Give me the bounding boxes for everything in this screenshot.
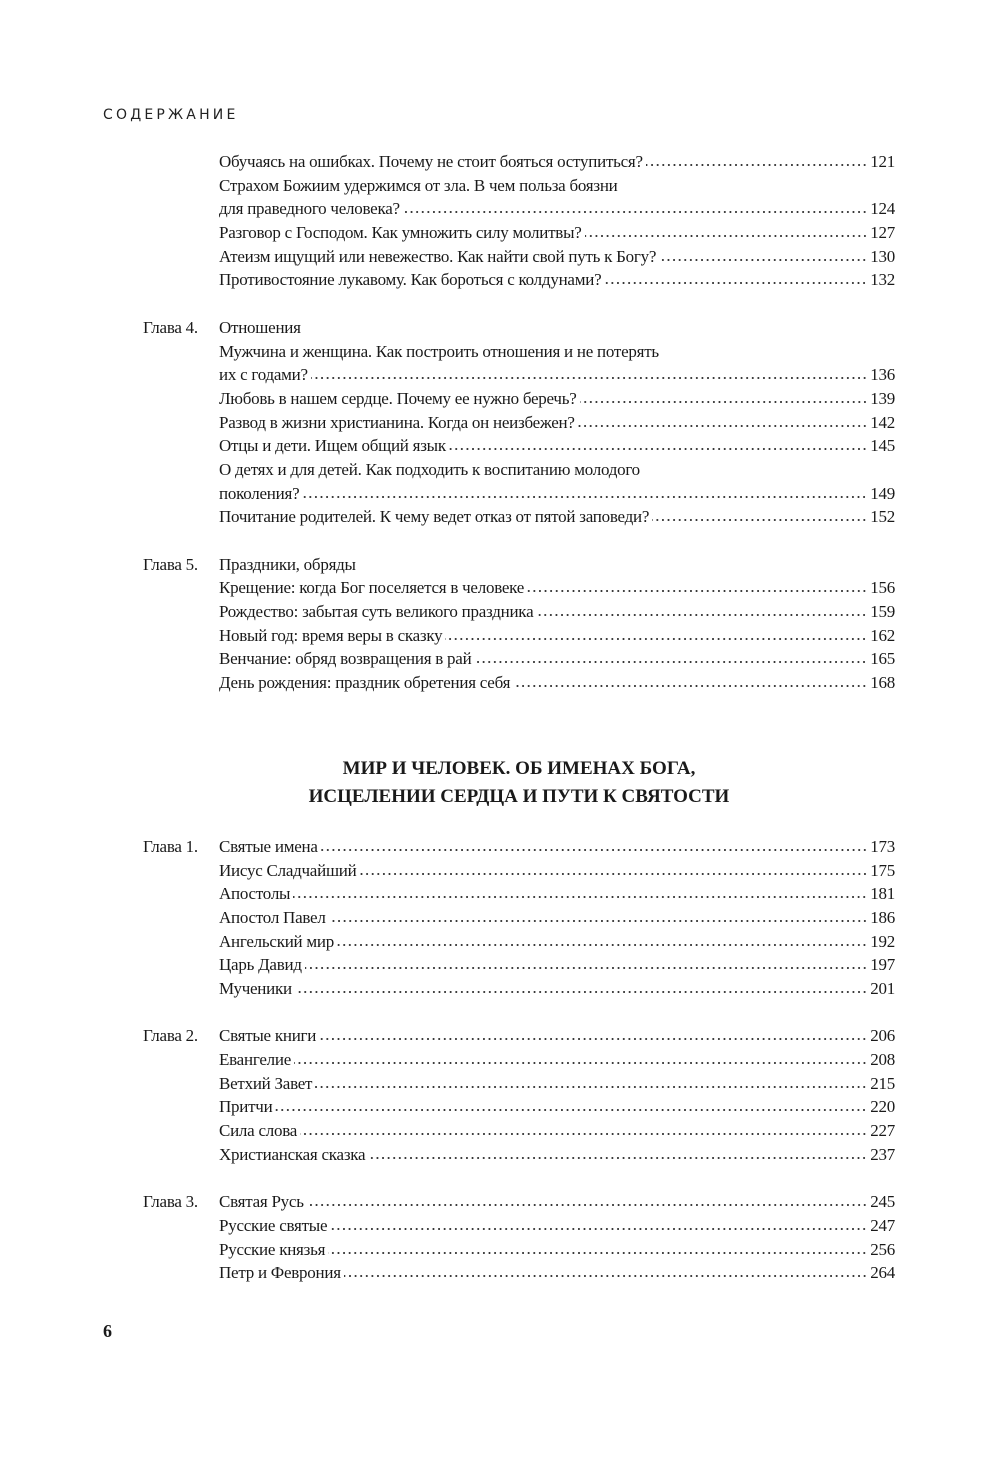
section-gap <box>143 292 895 316</box>
toc-page-number: 130 <box>870 246 895 266</box>
dot-leader <box>646 163 867 167</box>
toc-chapter-line <box>143 316 895 340</box>
toc-entry-title: Царь Давид <box>219 955 302 975</box>
toc-entry-title: Русские святые <box>219 1215 328 1235</box>
toc-entry-title: Отцы и дети. Ищем общий язык <box>219 436 446 456</box>
toc-page-number: 168 <box>870 673 895 693</box>
dot-leader <box>294 1061 867 1065</box>
dot-leader <box>321 848 868 852</box>
toc-page-number: 220 <box>870 1097 895 1117</box>
toc-entry-line <box>143 624 895 648</box>
toc-entry-line <box>143 458 895 482</box>
toc-page-number: 256 <box>870 1239 895 1259</box>
toc-page-number: 136 <box>870 365 895 385</box>
dot-leader <box>319 1037 867 1041</box>
toc-page-number: 192 <box>870 931 895 951</box>
toc-entry-line <box>143 197 895 221</box>
dot-leader <box>449 447 867 451</box>
toc-entry-title: О детях и для детей. Как подходить к воспитанию молодого <box>219 459 640 479</box>
page-number: 6 <box>103 1321 112 1341</box>
toc-chapter-line <box>143 835 895 859</box>
toc-page-number: 175 <box>870 860 895 880</box>
toc-entry-line <box>143 1214 895 1238</box>
dot-leader <box>445 637 867 641</box>
dot-leader <box>652 518 867 522</box>
dot-leader <box>360 872 868 876</box>
dot-leader <box>330 1227 867 1231</box>
part-title <box>143 755 895 811</box>
dot-leader <box>344 1274 867 1278</box>
toc-entry-title: Апостолы <box>219 884 291 904</box>
toc-entry-line <box>143 859 895 883</box>
dot-leader <box>275 1108 867 1112</box>
toc-entry-title: их с годами? <box>219 365 308 385</box>
toc-page-number: 162 <box>870 625 895 645</box>
toc-entry-line <box>143 977 895 1001</box>
toc-entry-line <box>143 505 895 529</box>
section-gap <box>143 529 895 553</box>
table-of-contents <box>143 150 895 1285</box>
toc-entry-line <box>143 906 895 930</box>
toc-entry-line <box>143 174 895 198</box>
toc-entry-title: Любовь в нашем сердце. Почему ее нужно беречь? <box>219 388 577 408</box>
toc-entry-title: Венчание: обряд возвращения в рай <box>219 649 472 669</box>
dot-leader <box>328 1251 867 1255</box>
chapter-title: Святые имена <box>219 836 318 856</box>
dot-leader <box>329 919 868 923</box>
dot-leader <box>302 495 867 499</box>
toc-page-number: 165 <box>870 649 895 669</box>
dot-leader <box>293 895 867 899</box>
dot-leader <box>474 660 867 664</box>
toc-entry-title: поколения? <box>219 483 300 503</box>
toc-entry-line <box>143 387 895 411</box>
toc-entry-line <box>143 363 895 387</box>
toc-entry-line <box>143 1119 895 1143</box>
toc-entry-title: Мужчина и женщина. Как построить отношения и не потерять <box>219 341 659 361</box>
toc-page-number: 145 <box>870 436 895 456</box>
chapter-title: Святые книги <box>219 1026 317 1046</box>
dot-leader <box>337 943 867 947</box>
dot-leader <box>536 613 867 617</box>
toc-page-number: 159 <box>870 602 895 622</box>
toc-page-number: 173 <box>870 836 895 856</box>
toc-entry-title: Петр и Феврония <box>219 1263 341 1283</box>
section-gap <box>143 1166 895 1190</box>
running-head: СОДЕРЖАНИЕ <box>103 107 239 123</box>
toc-entry-title: Обучаясь на ошибках. Почему не стоит бояться оступиться? <box>219 152 643 171</box>
toc-page-number: 142 <box>870 412 895 432</box>
toc-entry-title: Притчи <box>219 1097 273 1117</box>
toc-entry-line <box>143 221 895 245</box>
toc-entry-title: Евангелие <box>219 1050 292 1069</box>
toc-entry-line <box>143 671 895 695</box>
toc-entry-line <box>143 1095 895 1119</box>
dot-leader <box>315 1085 867 1089</box>
dot-leader <box>513 684 867 688</box>
toc-entry-line <box>143 930 895 954</box>
toc-page-number: 264 <box>870 1263 895 1283</box>
toc-page-number: 149 <box>870 483 895 503</box>
toc-entry-title: для праведного человека? <box>219 199 400 219</box>
toc-entry-line <box>143 434 895 458</box>
toc-entry-line <box>143 882 895 906</box>
toc-page-number: 156 <box>870 578 895 598</box>
dot-leader <box>659 258 867 262</box>
toc-entry-title: Апостол Павел <box>219 907 326 927</box>
toc-entry-line <box>143 647 895 671</box>
toc-page-number: 247 <box>870 1215 895 1235</box>
toc-entry-line <box>143 953 895 977</box>
toc-chapter-line <box>143 1190 895 1214</box>
dot-leader <box>604 281 867 285</box>
part-title-line: МИР И ЧЕЛОВЕК. ОБ ИМЕНАХ БОГА, <box>342 757 696 779</box>
toc-entry-title: Развод в жизни христианина. Когда он неизбежен? <box>219 412 575 432</box>
dot-leader <box>368 1156 867 1160</box>
dot-leader <box>307 1203 868 1207</box>
toc-entry-title: Страхом Божиим удержимся от зла. В чем польза боязни <box>219 175 618 195</box>
chapter-number: Глава 3. <box>143 1192 198 1212</box>
toc-page-number: 227 <box>870 1121 895 1141</box>
toc-page-number: 124 <box>870 199 895 219</box>
toc-entry-line <box>143 340 895 364</box>
chapter-number: Глава 1. <box>143 836 198 856</box>
toc-entry-title: Новый год: время веры в сказку <box>219 625 443 645</box>
toc-page-number: 139 <box>870 388 895 408</box>
toc-entry-title: Русские князья <box>219 1239 326 1259</box>
toc-entry-title: Мученики <box>219 978 292 998</box>
dot-leader <box>295 990 867 994</box>
toc-entry-line <box>143 1238 895 1262</box>
toc-entry-title: Ангельский мир <box>219 931 335 951</box>
toc-entry-line <box>143 600 895 624</box>
toc-entry-line <box>143 1261 895 1285</box>
toc-page-number: 121 <box>870 152 895 171</box>
toc-page-number: 237 <box>870 1144 895 1164</box>
toc-page-number: 197 <box>870 955 895 975</box>
toc-page-number: 206 <box>870 1026 895 1046</box>
toc-entry-title: Разговор с Господом. Как умножить силу молитвы? <box>219 223 582 243</box>
dot-leader <box>300 1132 867 1136</box>
toc-entry-title: Крещение: когда Бог поселяется в человеке <box>219 578 525 598</box>
chapter-number: Глава 4. <box>143 317 198 337</box>
dot-leader <box>311 376 867 380</box>
section-gap <box>143 1001 895 1025</box>
toc-page-number: 127 <box>870 223 895 243</box>
toc-entry-title: Рождество: забытая суть великого праздника <box>219 602 534 622</box>
dot-leader <box>527 589 867 593</box>
toc-entry-line <box>143 1143 895 1167</box>
toc-page-number: 152 <box>870 507 895 527</box>
toc-entry-title: Почитание родителей. К чему ведет отказ от пятой заповеди? <box>219 507 650 527</box>
toc-entry-title: Иисус Сладчайший <box>219 860 357 880</box>
toc-entry-title: День рождения: праздник обретения себя <box>219 673 511 693</box>
toc-page-number: 201 <box>870 978 895 998</box>
dot-leader <box>305 966 868 970</box>
toc-entry-line <box>143 411 895 435</box>
chapter-number: Глава 2. <box>143 1026 198 1046</box>
toc-entry-line <box>143 1048 895 1072</box>
part-title-line: ИСЦЕЛЕНИИ СЕРДЦА И ПУТИ К СВЯТОСТИ <box>308 785 730 807</box>
toc-entry-title: Атеизм ищущий или невежество. Как найти свой путь к Богу? <box>219 246 657 266</box>
dot-leader <box>580 400 868 404</box>
chapter-title: Отношения <box>219 317 301 337</box>
dot-leader <box>585 234 868 238</box>
toc-entry-line <box>143 482 895 506</box>
toc-page-number: 208 <box>870 1050 895 1069</box>
dot-leader <box>403 210 867 214</box>
toc-entry-title: Сила слова <box>219 1121 298 1141</box>
toc-entry-line <box>143 1072 895 1096</box>
toc-entry-line <box>143 268 895 292</box>
toc-page-number: 132 <box>870 270 895 290</box>
toc-entry-line <box>143 576 895 600</box>
chapter-title: Праздники, обряды <box>219 554 356 574</box>
toc-entry-line <box>143 245 895 269</box>
toc-entry-line <box>143 150 895 174</box>
toc-chapter-line <box>143 1024 895 1048</box>
toc-page-number: 181 <box>870 884 895 904</box>
toc-page-number: 186 <box>870 907 895 927</box>
chapter-number: Глава 5. <box>143 554 198 574</box>
toc-chapter-line <box>143 553 895 577</box>
toc-entry-title: Противостояние лукавому. Как бороться с колдунами? <box>219 270 602 290</box>
toc-page-number: 215 <box>870 1073 895 1093</box>
toc-entry-title: Христианская сказка <box>219 1144 366 1164</box>
chapter-title: Святая Русь <box>219 1192 304 1212</box>
toc-entry-title: Ветхий Завет <box>219 1073 313 1093</box>
dot-leader <box>578 424 868 428</box>
toc-page-number: 245 <box>870 1192 895 1212</box>
